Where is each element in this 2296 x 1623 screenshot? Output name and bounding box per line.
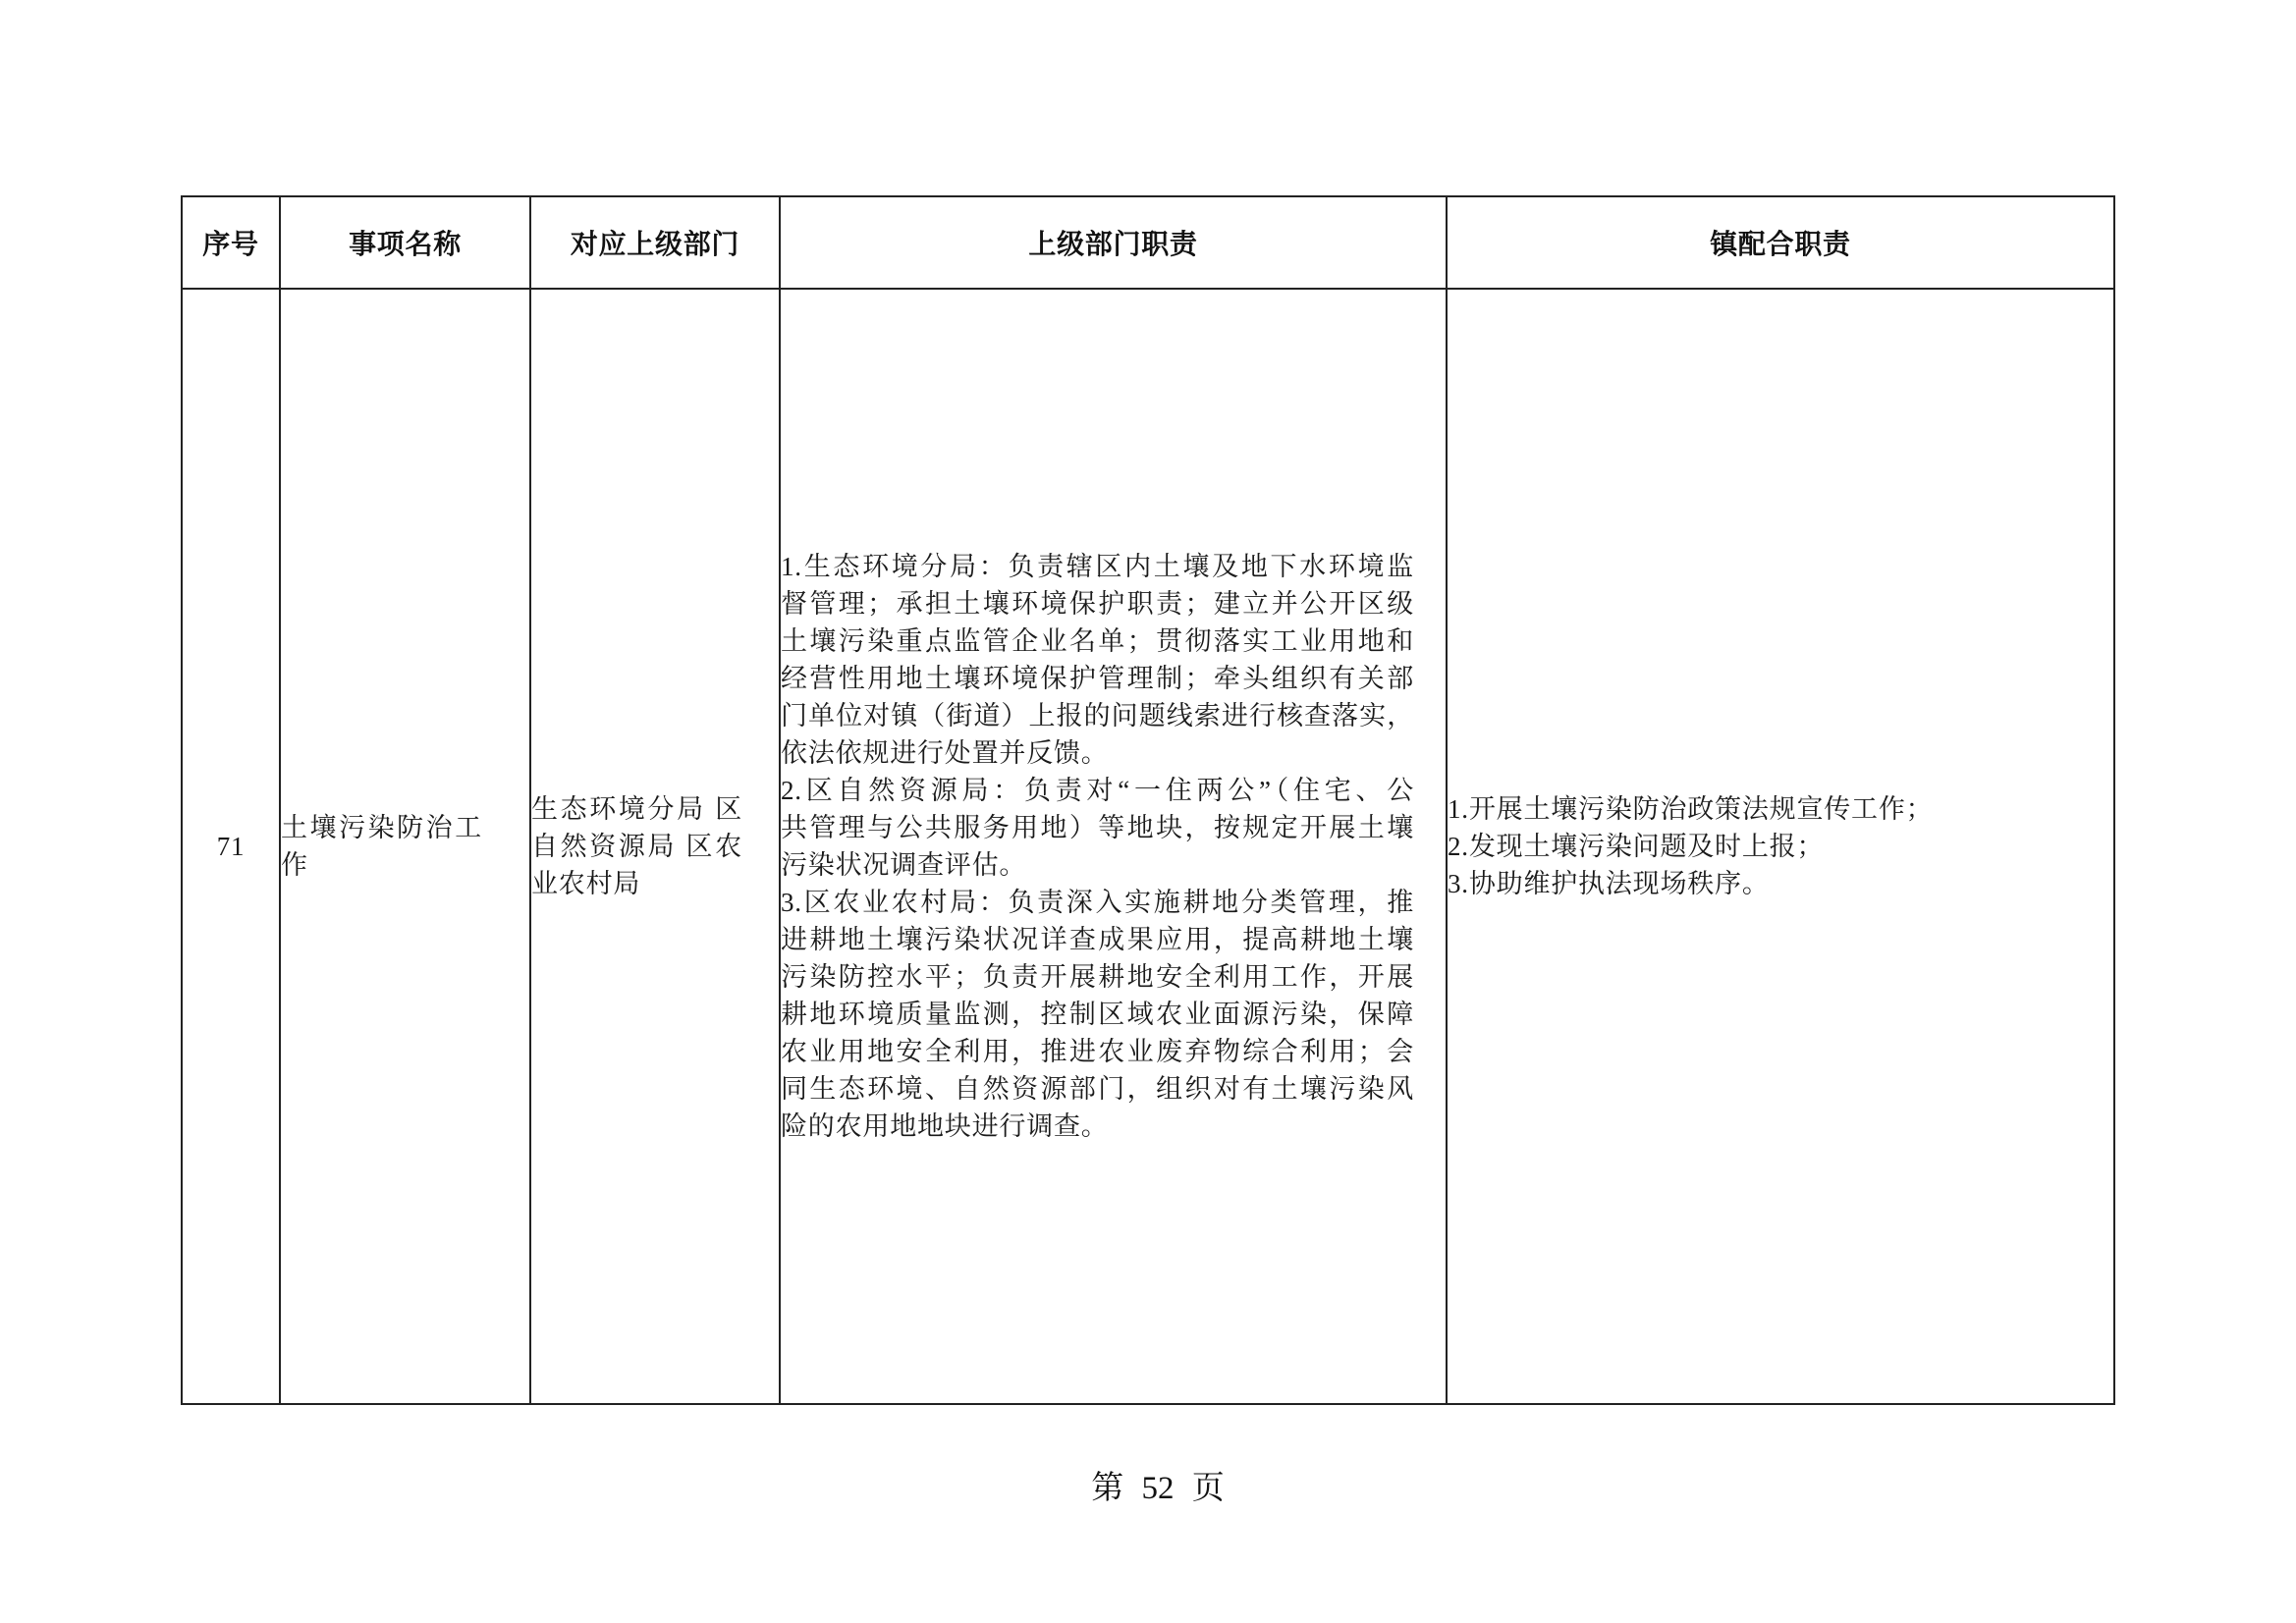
header-upper-department: 对应上级部门 [530,196,780,289]
duty-line: 1.生态环境分局：负责辖区内土壤及地下水环境监 [781,552,1414,581]
duty-line: 进耕地土壤污染状况详查成果应用，提高耕地土壤 [781,925,1414,954]
duty-line: 督管理；承担土壤环境保护职责；建立并公开区级 [781,589,1414,619]
item-name-text: 土壤污染防治工作 [281,813,482,880]
duty-table [181,195,2115,1405]
header-town-duties: 镇配合职责 [1447,196,2114,289]
header-item-name: 事项名称 [280,196,530,289]
page-number: 第 52 页 [1091,1471,1225,1506]
duty-line: 农业用地安全利用，推进农业废弃物综合利用；会 [781,1037,1414,1066]
duty-line: 污染防控水平；负责开展耕地安全利用工作，开展 [781,962,1414,992]
duty-line: 2.区自然资源局：负责对“一住两公”（住宅、公 [781,776,1414,805]
header-upper-duties: 上级部门职责 [780,196,1447,289]
duty-line: 污染状况调查评估。 [781,850,1027,880]
duty-line: 经营性用地土壤环境保护管理制；牵头组织有关部 [781,664,1414,693]
duty-line: 依法依规进行处置并反馈。 [781,738,1109,768]
table-header-row [182,196,2114,289]
town-duty-item: 1.开展土壤污染防治政策法规宣传工作； [1448,794,1934,824]
duty-line: 共管理与公共服务用地）等地块，按规定开展土壤 [781,813,1414,842]
cell-index: 71 [182,289,280,1404]
cell-item-name [280,289,530,1404]
duty-line: 同生态环境、自然资源部门，组织对有土壤污染风 [781,1074,1414,1104]
cell-upper-duties [780,289,1447,1404]
duty-line: 耕地环境质量监测，控制区域农业面源污染，保障 [781,1000,1414,1029]
upper-duty-paragraph-3 [781,884,1414,1145]
town-duty-item: 3.协助维护执法现场秩序。 [1448,869,1770,898]
duty-line: 土壤污染重点监管企业名单；贯彻落实工业用地和 [781,626,1414,656]
cell-upper-department [530,289,780,1404]
header-index: 序号 [182,196,280,289]
duty-line: 3.区农业农村局：负责深入实施耕地分类管理，推 [781,888,1414,917]
duty-line: 险的农用地地块进行调查。 [781,1111,1109,1141]
upper-duty-paragraph-2 [781,772,1414,884]
upper-department-text: 生态环境分局 区自然资源局 区农业农村局 [531,794,742,898]
upper-duties-block [781,548,1414,1145]
duty-line: 门单位对镇（街道）上报的问题线索进行核查落实， [781,701,1414,730]
town-duties-list [1448,790,2076,902]
town-duty-item: 2.发现土壤污染问题及时上报； [1448,832,1825,861]
upper-duty-paragraph-1 [781,548,1414,772]
cell-town-duties [1447,289,2114,1404]
table-row [182,289,2114,1404]
